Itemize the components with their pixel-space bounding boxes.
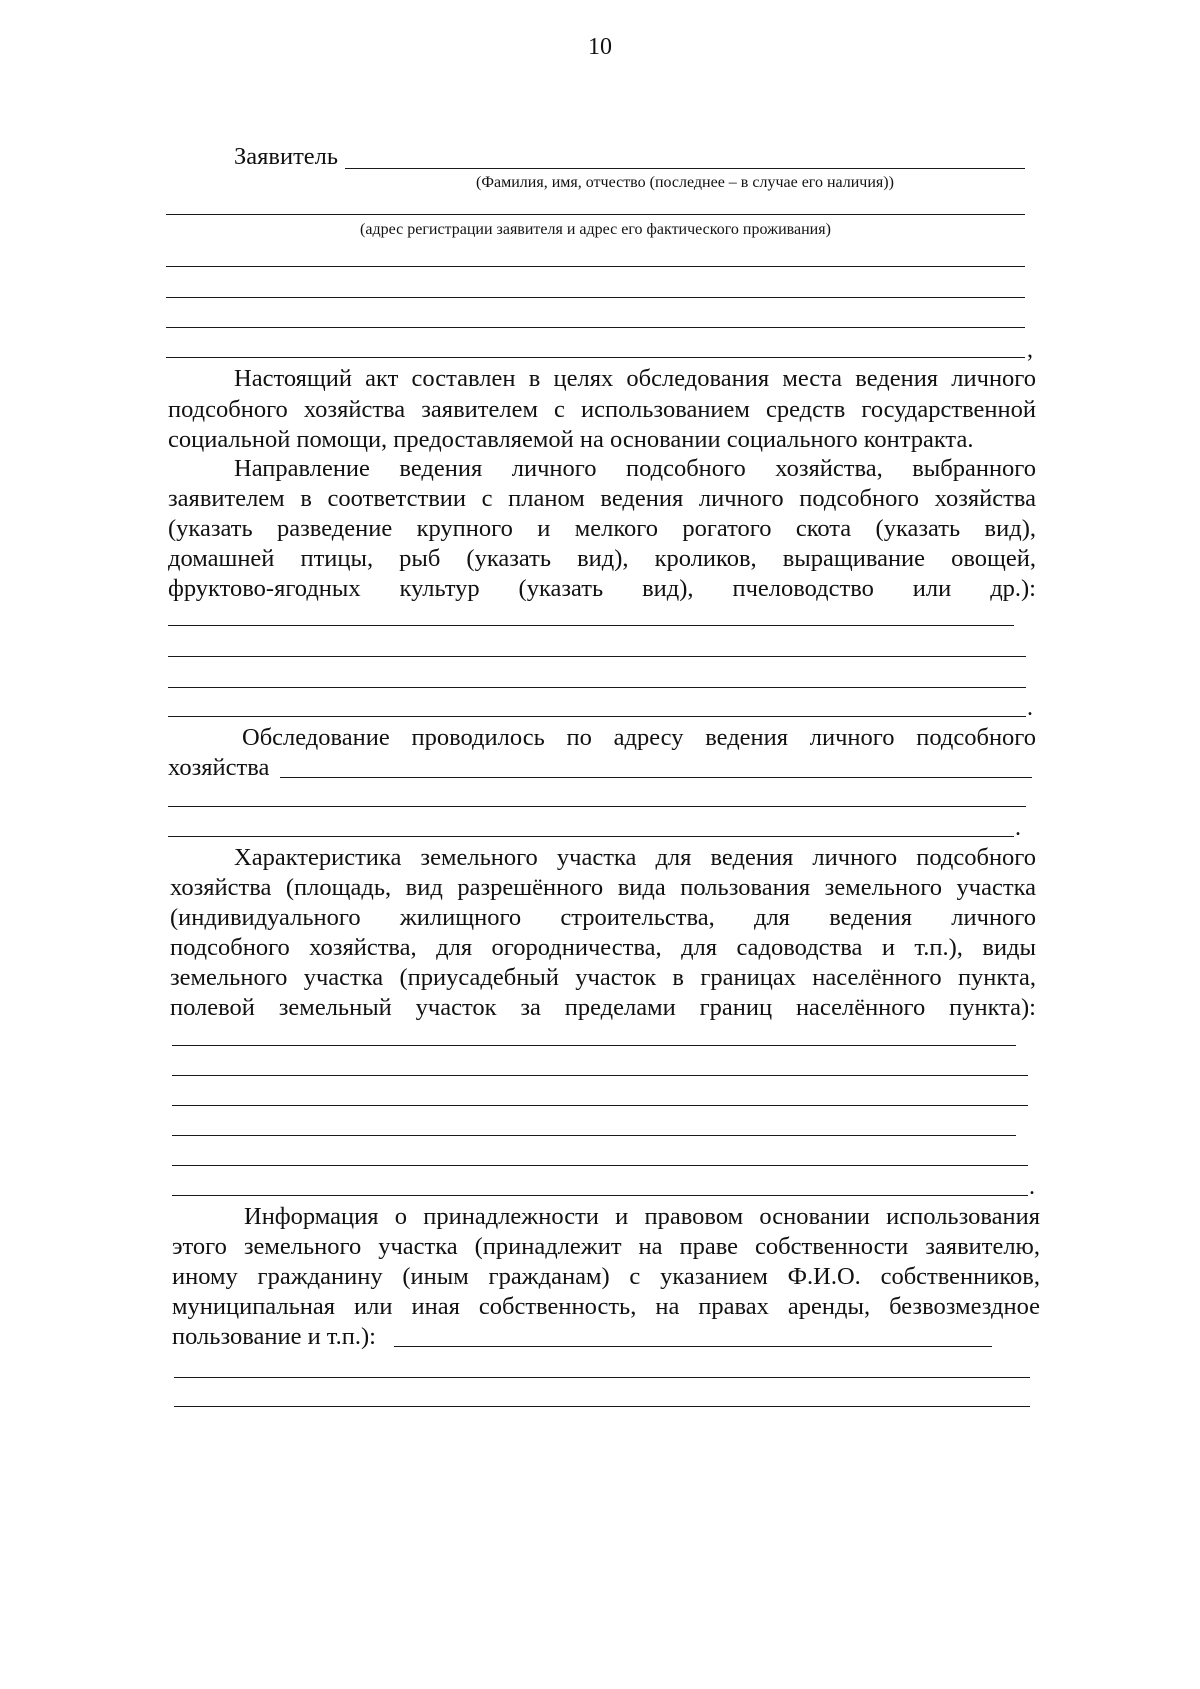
land-field-1[interactable] <box>172 1045 1016 1046</box>
survey-address-field-3[interactable] <box>168 836 1014 837</box>
ownership-line-4: муниципальная или иная собственность, на правах аренды, безвозмездное <box>172 1293 1040 1320</box>
applicant-address-field[interactable] <box>166 214 1025 215</box>
direction-field-2[interactable] <box>168 656 1026 657</box>
direction-line-3: (указать разведение крупного и мелкого рогатого скота (указать вид), <box>168 515 1036 542</box>
applicant-fio-caption: (Фамилия, имя, отчество (последнее – в случае его наличия)) <box>476 174 894 191</box>
survey-address-field-2[interactable] <box>168 806 1026 807</box>
survey-address-field-1[interactable] <box>280 777 1032 778</box>
applicant-label: Заявитель <box>234 143 339 170</box>
land-field-5[interactable] <box>172 1165 1028 1166</box>
land-line-2: хозяйства (площадь, вид разрешённого вида пользования земельного участка <box>170 874 1036 901</box>
direction-line-5: фруктово-ягодных культур (указать вид), пчеловодство или др.): <box>168 575 1036 602</box>
land-line-4: подсобного хозяйства, для огородничества, для садоводства и т.п.), виды <box>170 934 1036 961</box>
direction-line-4: домашней птицы, рыб (указать вид), кроликов, выращивание овощей, <box>168 545 1036 572</box>
direction-field-4[interactable] <box>168 716 1026 717</box>
ownership-line-1: Информация о принадлежности и правовом основании использования <box>244 1203 1040 1230</box>
land-field-2[interactable] <box>172 1075 1028 1076</box>
address-line-4[interactable] <box>166 327 1025 328</box>
survey-line-1: Обследование проводилось по адресу ведения личного подсобного <box>242 724 1036 751</box>
ownership-field-1[interactable] <box>394 1346 992 1347</box>
direction-field-3[interactable] <box>168 687 1026 688</box>
direction-field-1[interactable] <box>168 625 1014 626</box>
ownership-field-3[interactable] <box>174 1406 1030 1407</box>
direction-trailing-period: . <box>1027 695 1033 721</box>
direction-line-2: заявителем в соответствии с планом ведения личного подсобного хозяйства <box>168 485 1036 512</box>
land-field-6[interactable] <box>172 1195 1028 1196</box>
direction-line-1: Направление ведения личного подсобного хозяйства, выбранного <box>234 455 1036 482</box>
ownership-last-label: пользование и т.п.): <box>172 1323 376 1350</box>
survey-trailing-period: . <box>1015 815 1021 841</box>
applicant-address-caption: (адрес регистрации заявителя и адрес его фактического проживания) <box>360 221 831 238</box>
address-line-3[interactable] <box>166 297 1025 298</box>
land-trailing-period: . <box>1029 1174 1035 1200</box>
applicant-name-field[interactable] <box>345 168 1025 169</box>
page-number: 10 <box>588 34 612 60</box>
land-line-5: земельного участка (приусадебный участок в границах населённого пункта, <box>170 964 1036 991</box>
land-field-3[interactable] <box>172 1105 1028 1106</box>
ownership-line-3: иному гражданину (иным гражданам) с указанием Ф.И.О. собственников, <box>172 1263 1040 1290</box>
address-line-2[interactable] <box>166 266 1025 267</box>
trailing-comma: , <box>1027 337 1033 363</box>
purpose-line-1: Настоящий акт составлен в целях обследования места ведения личного <box>234 365 1036 392</box>
land-line-6: полевой земельный участок за пределами границ населённого пункта): <box>170 994 1036 1021</box>
land-field-4[interactable] <box>172 1135 1016 1136</box>
survey-label-2: хозяйства <box>168 754 270 781</box>
land-line-1: Характеристика земельного участка для ведения личного подсобного <box>234 844 1036 871</box>
ownership-line-2: этого земельного участка (принадлежит на праве собственности заявителю, <box>172 1233 1040 1260</box>
ownership-field-2[interactable] <box>174 1377 1030 1378</box>
land-line-3: (индивидуального жилищного строительства, для ведения личного <box>170 904 1036 931</box>
purpose-line-2: подсобного хозяйства заявителем с использованием средств государственной <box>168 396 1036 423</box>
purpose-line-3: социальной помощи, предоставляемой на основании социального контракта. <box>168 426 974 453</box>
address-line-5[interactable] <box>166 357 1025 358</box>
